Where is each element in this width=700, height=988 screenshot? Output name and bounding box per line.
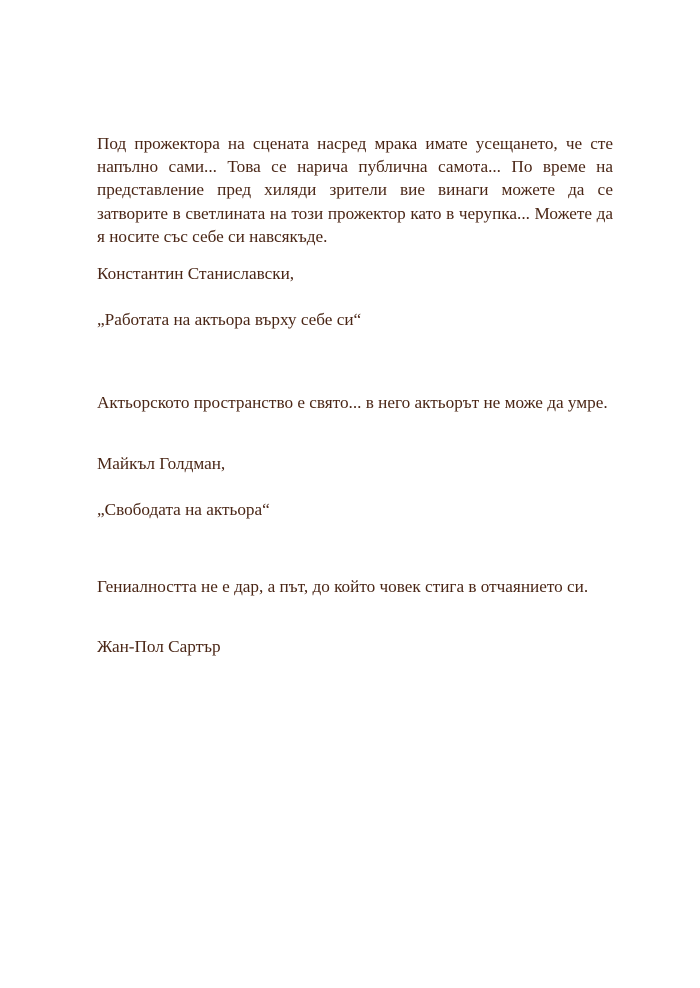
quote-goldman-text: Актьорското пространство е свято... в него актьорът не може да умре. bbox=[97, 393, 608, 412]
quote-stanislavski-text: Под прожектора на сцената насред мрака имате усещането, че сте напълно сами... Това се нарича публична самота... По време на представление пред хиляди зрители вие винаги можете да се затворите в светлината на този прожектор като в черупка... Можете да я носите със себе си навсякъде. bbox=[97, 134, 613, 246]
quote-goldman-source: „Свободата на актьора“ bbox=[97, 500, 270, 519]
quote-sartre-text: Гениалността не е дар, а път, до който човек стига в отчаянието си. bbox=[97, 577, 589, 596]
quote-stanislavski-source: „Работата на актьора върху себе си“ bbox=[97, 310, 362, 329]
quote-stanislavski-author: Константин Станиславски, bbox=[97, 264, 295, 283]
quote-sartre-author: Жан-Пол Сартър bbox=[97, 637, 221, 656]
quote-goldman-author: Майкъл Голдман, bbox=[97, 454, 226, 473]
